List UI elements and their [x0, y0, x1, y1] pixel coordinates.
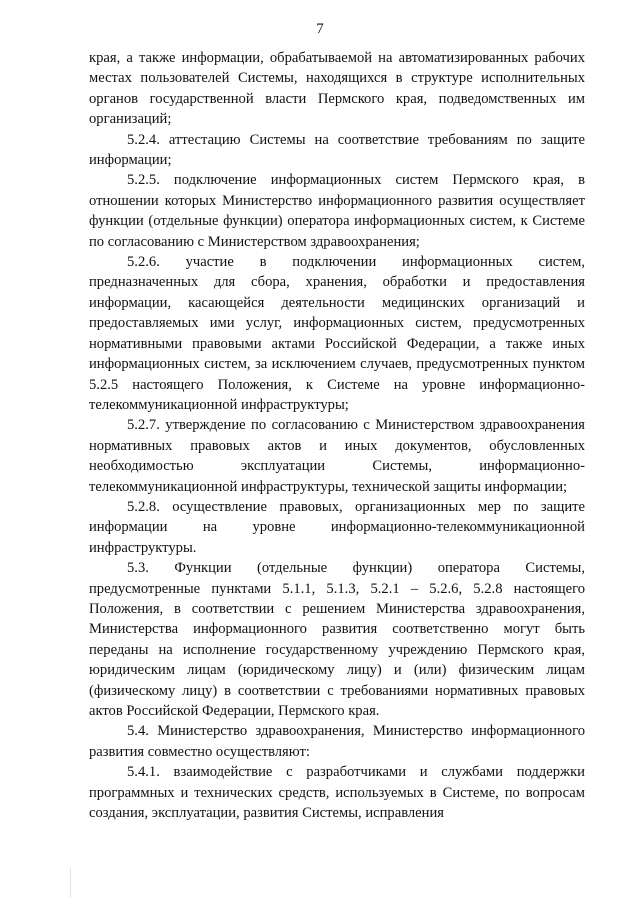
paragraph-5-2-7: 5.2.7. утверждение по согласованию с Министерством здравоохранения нормативных правовых актов и иных документов, обусловленных необходимостью эксплуатации Системы, информационно-телекоммуникационной инфраструктуры, технической защиты информации;	[89, 417, 585, 495]
paragraph-5-2-8: 5.2.8. осуществление правовых, организационных мер по защите информации на уровне информационно-телекоммуникационной инфраструктуры.	[89, 498, 585, 556]
paragraph-5-2-5: 5.2.5. подключение информационных систем Пермского края, в отношении которых Министерство информационного развития осуществляет функции (отдельные функции) оператора информационных систем, к Системе по согласованию с Министерством здравоохранения;	[89, 172, 585, 250]
document-body	[89, 48, 585, 823]
page-number: 7	[316, 21, 324, 37]
paragraph-5-2-4: 5.2.4. аттестацию Системы на соответствие требованиям по защите информации;	[89, 131, 585, 169]
paragraph-continuation: края, а также информации, обрабатываемой на автоматизированных рабочих местах пользователей Системы, находящихся в структуре исполнительных органов государственной власти Пермского края, подведомственных им организаций;	[89, 50, 585, 128]
scan-margin-line	[70, 868, 71, 898]
paragraph-5-2-6: 5.2.6. участие в подключении информационных систем, предназначенных для сбора, хранения, обработки и предоставления информации, касающейся деятельности медицинских организаций и предоставляемых ими услуг, информационных систем, предусмотренных нормативными правовыми актами Российской Федерации, а также иных информационных систем, за исключением случаев, предусмотренных пунктом 5.2.5 настоящего Положения, к Системе на уровне информационно-телекоммуникационной инфраструктуры;	[89, 254, 585, 413]
paragraph-5-3: 5.3. Функции (отдельные функции) оператора Системы, предусмотренные пунктами 5.1.1, 5.1.3, 5.2.1 – 5.2.6, 5.2.8 настоящего Положения, в соответствии с решением Министерства здравоохранения, Министерства информационного развития соответственно могут быть переданы на исполнение государственному учреждению Пермского края, юридическим лицам (юридическому лицу) и (или) физическим лицам (физическому лицу) в соответствии с требованиями нормативных правовых актов Российской Федерации, Пермского края.	[89, 560, 585, 719]
paragraph-5-4: 5.4. Министерство здравоохранения, Министерство информационного развития совместно осуществляют:	[89, 723, 585, 760]
paragraph-5-4-1: 5.4.1. взаимодействие с разработчиками и службами поддержки программных и технических средств, используемых в Системе, по вопросам создания, эксплуатации, развития Системы, исправления	[89, 764, 585, 822]
